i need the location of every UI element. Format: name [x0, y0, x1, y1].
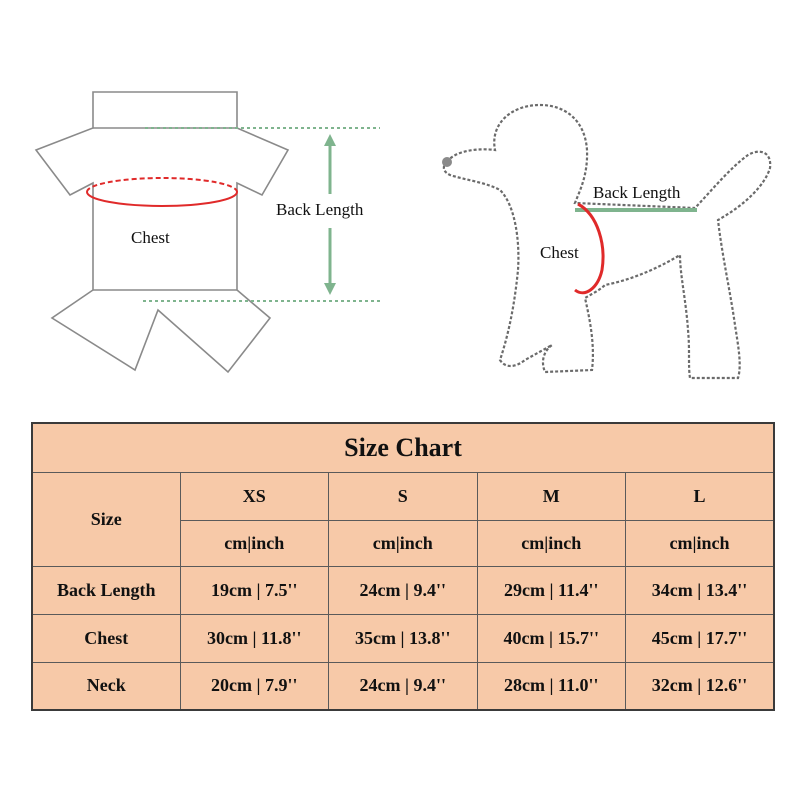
table-cell: 24cm | 9.4''	[329, 663, 478, 710]
garment-back-length-label: Back Length	[276, 200, 364, 219]
size-m: M	[477, 473, 626, 521]
garment-chest-label: Chest	[131, 228, 170, 247]
table-row	[32, 567, 774, 615]
table-cell: 29cm | 11.4''	[477, 567, 626, 615]
dog-illustration	[444, 105, 770, 378]
table-row	[32, 615, 774, 663]
row-label: Neck	[32, 663, 180, 710]
table-cell: 24cm | 9.4''	[329, 567, 478, 615]
unit-label: cm|inch	[626, 521, 775, 567]
size-header: Size	[32, 473, 180, 567]
size-s: S	[329, 473, 478, 521]
size-xs: XS	[180, 473, 329, 521]
size-chart-title-row	[32, 423, 774, 473]
size-chart-title: Size Chart	[32, 423, 774, 473]
unit-label: cm|inch	[477, 521, 626, 567]
dog-chest-marker	[575, 204, 603, 293]
table-cell: 28cm | 11.0''	[477, 663, 626, 710]
table-cell: 32cm | 12.6''	[626, 663, 775, 710]
table-cell: 19cm | 7.5''	[180, 567, 329, 615]
table-row	[32, 663, 774, 710]
dog-chest-label: Chest	[540, 243, 579, 262]
garment-chest-marker	[87, 178, 237, 206]
table-cell: 20cm | 7.9''	[180, 663, 329, 710]
table-cell: 30cm | 11.8''	[180, 615, 329, 663]
unit-label: cm|inch	[180, 521, 329, 567]
size-l: L	[626, 473, 775, 521]
dog-nose	[442, 157, 452, 167]
table-cell: 45cm | 17.7''	[626, 615, 775, 663]
table-cell: 34cm | 13.4''	[626, 567, 775, 615]
table-cell: 35cm | 13.8''	[329, 615, 478, 663]
row-label: Back Length	[32, 567, 180, 615]
table-cell: 40cm | 15.7''	[477, 615, 626, 663]
dog-back-length-label: Back Length	[593, 183, 681, 202]
row-label: Chest	[32, 615, 180, 663]
size-header-row	[32, 473, 774, 521]
size-chart-table	[31, 422, 775, 711]
unit-label: cm|inch	[329, 521, 478, 567]
